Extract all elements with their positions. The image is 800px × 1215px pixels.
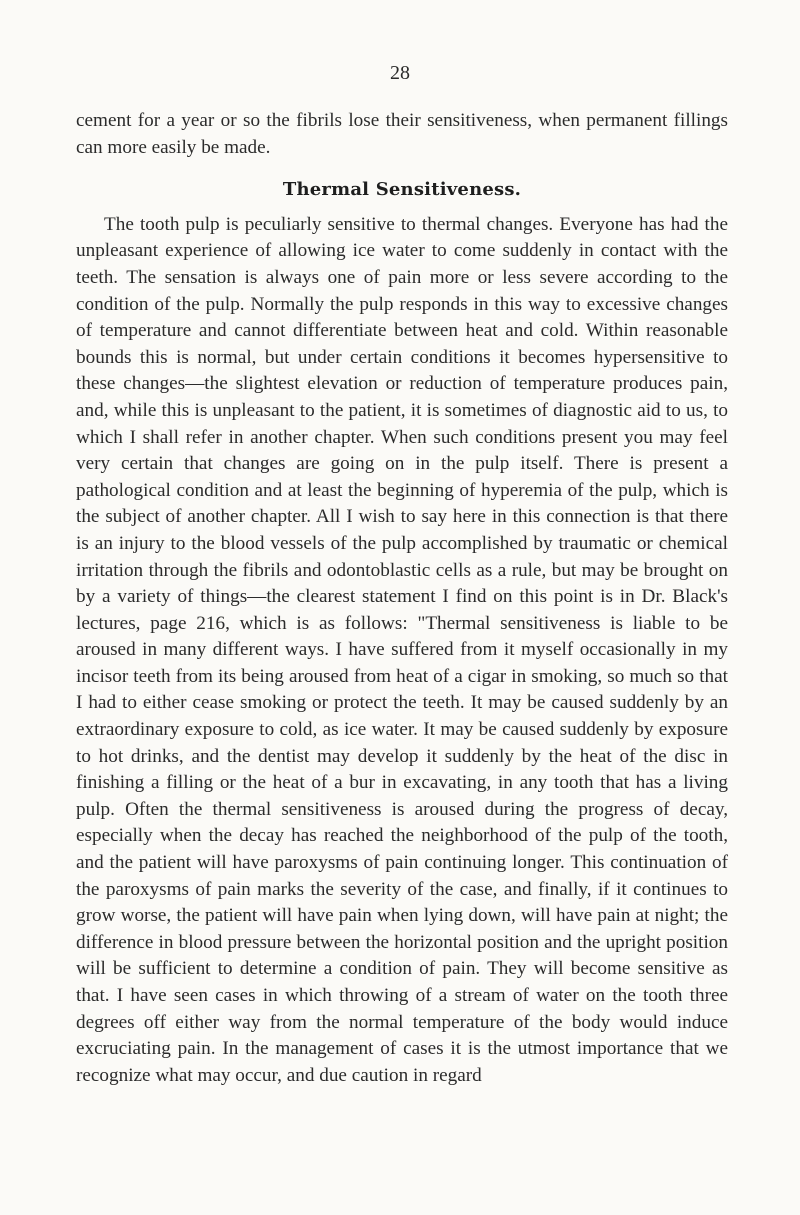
page-number: 28 <box>390 62 410 84</box>
section-heading: Thermal Sensitiveness. <box>282 179 522 201</box>
body-paragraph: The tooth pulp is peculiarly sensitive to thermal changes. Everyone has had the unpleasant experience of allowing ice water to come suddenly in contact with the teeth. The sensation is always one of pain more or less severe according to the condition of the pulp. Normally the pulp responds in this way to excessive changes of temperature and cannot differentiate between heat and cold. Within reasonable bounds this is normal, but under certain conditions it becomes hypersensitive to these changes—the slightest elevation or reduction of temperature produces pain, and, while this is unpleasant to the patient, it is sometimes of diagnostic aid to us, to which I shall refer in another chapter. When such conditions present you may feel very certain that changes are going on in the pulp itself. There is present a pathological condition and at least the beginning of hyperemia of the pulp, which is the subject of another chapter. All I wish to say here in this connection is that there is an injury to the blood vessels of the pulp accomplished by traumatic or chemical irritation through the fibrils and odontoblastic cells as a rule, but may be brought on by a variety of things—the clearest statement I find on this point is in Dr. Black's lectures, page 216, which is as follows: "Thermal sensitiveness is liable to be aroused in many different ways. I have suffered from it myself occasionally in my incisor teeth from its being aroused from heat of a cigar in smoking, so much so that I had to either cease smoking or protect the teeth. It may be caused suddenly by an extraordinary exposure to cold, as ice water. It may be caused suddenly by exposure to hot drinks, and the dentist may develop it suddenly by the heat of the disc in finishing a filling or the heat of a bur in excavating, in any tooth that has a living pulp. Often the thermal sensitiveness is aroused during the progress of decay, especially when the decay has reached the neighborhood of the pulp of the tooth, and the patient will have paroxysms of pain continuing longer. This continuation of the paroxysms of pain marks the severity of the case, and finally, if it continues to grow worse, the patient will have pain when lying down, will have pain at night; the difference in blood pressure between the horizontal position and the upright position will be sufficient to determine a condition of pain. They will become sensitive as that. I have seen cases in which throwing of a stream of water on the tooth three degrees off either way from the normal temperature of the body would induce excruciating pain. In the management of cases it is the utmost importance that we recognize what may occur, and due caution in regard <box>76 213 728 1086</box>
continuation-paragraph: cement for a year or so the fibrils lose their sensitiveness, when permanent fillings can more easily be made. <box>76 110 728 158</box>
page-content <box>76 62 728 1089</box>
